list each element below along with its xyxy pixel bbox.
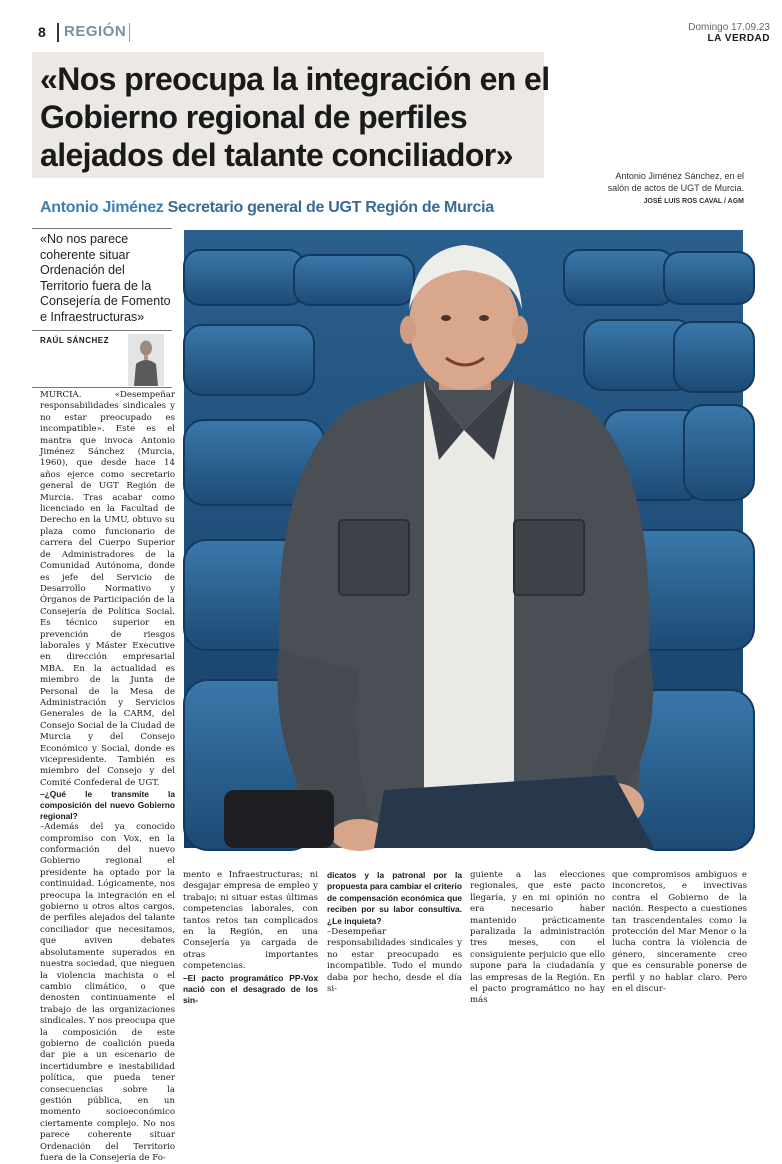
newspaper-name: LA VERDAD	[707, 33, 770, 44]
portrait-photo-image	[184, 230, 743, 848]
headline: «Nos preocupa la integración en el Gobierno regional de perfiles alejados del talante conciliador»	[40, 61, 550, 173]
section-label: REGIÓN	[64, 23, 127, 40]
body-column-4	[470, 870, 605, 1007]
main-photo	[184, 230, 743, 848]
section-divider	[57, 23, 59, 42]
pullquote-rule-bottom	[32, 330, 172, 331]
interview-answer-2: –Desempeñar responsabilidades sindicales y no estar preocupado es incompatible. Todo el mundo daba por hecho, desde el día si-	[327, 927, 462, 995]
issue-date: Domingo 17.09.23	[688, 22, 770, 33]
interview-question-1: –¿Qué le transmite la composición del nuevo Gobierno regional?	[40, 789, 175, 822]
interviewee-role: Secretario general de UGT Región de Murcia	[167, 199, 494, 216]
body-column-5	[612, 870, 747, 995]
interview-question-2: –El pacto programático PP-Vox nació con el desagrado de los sin-	[183, 972, 318, 1006]
author-portrait-image	[128, 334, 164, 386]
pull-quote: «No nos parece coherente situar Ordenación del Territorio fuera de la Consejería de Fomento e Infraestructuras»	[40, 232, 171, 324]
column-4-text: guiente a las elecciones regionales, que este pacto llegaría, y en mi opinión no era necesario haber mantenido prácticamente paralizada la administración tres meses, con el consiguiente perjuicio que ello supone para la ciudadanía y las empresas de la Región. En el pacto programático no hay más	[470, 870, 605, 1006]
interview-answer-1: –Además del ya conocido compromiso con Vox, en la conformación del nuevo Gobierno regional el presidente ha optado por la continuidad. Lógicamente, nos preocupa la integración en el gobierno u otros altos cargos, de perfiles alejados del talante conciliador que necesitamos, que aviven debates absolutamente superados en nuestra sociedad, que nieguen la violencia machista o el cambio climático, o que denosten continuamente el trabajo de las organizaciones sindicales. Y nos preocupa que la composición de este gobierno de coalición pueda dar pie a un escenario de incertidumbre e inestabilidad política, que pueda tener consecuencias sobre la gestión pública, en un momento socioeconómico ciertamente complejo. No nos parece coherente situar Ordenación del Territorio fuera de la Consejería de Fo-	[40, 822, 175, 1163]
interviewee-name: Antonio Jiménez	[40, 199, 164, 216]
interview-question-2-continued: dicatos y la patronal por la propuesta para cambiar el criterio de compensación económica que reciben por su labor consultiva. ¿Le inquieta?	[327, 870, 462, 926]
column-5-text: que compromisos ambiguos e inconcretos, e invectivas contra el Gobierno de la nación. Respecto a cuestiones tan trascendentales como la protección del Mar Menor o la lucha contra la violencia de género, sinceramente creo que es censurable ponerse de perfil y no hablar claro. Pero en el discur-	[612, 870, 747, 995]
byline-rule	[32, 387, 172, 388]
photo-caption	[604, 170, 744, 208]
photo-credit: JOSÉ LUIS ROS CAVAL / AGM	[643, 198, 744, 205]
section-divider-right	[129, 23, 130, 42]
page-number: 8	[38, 24, 46, 40]
column-2-text: mento e Infraestructuras; ni desgajar empresa de empleo y trabajo; ni situar estas últimas competencias laborales, con tantos retos tan complicados en la Región, en una Consejería ya cargada de otras importantes competencias.	[183, 870, 318, 972]
body-column-3	[327, 870, 462, 995]
intro-paragraph: MURCIA. «Desempeñar responsabilidades sindicales y no estar preocupado es incompatible». Este es el mantra que invoca Antonio Jiménez Sánchez (Murcia, 1960), que desde hace 14 años ejerce como secretario general de UGT Región de Murcia. Tras acabar como licenciado en la Facultad de Derecho en la UMU, obtuvo su plaza como funcionario de carrera del Cuerpo Superior de Administradores de la Comunidad Autónoma, donde es jefe del Servicio de Desarrollo Normativo y Órganos de Participación de la Consejería de Política Social. Es técnico superior en prevención de riesgos laborales y Máster Executive en dirección empresarial MBA. En la actualidad es miembro de la Junta de Personal de la Mesa de Administración y Servicios Generales de la CARM, del Consejo Social de la Ciudad de Murcia y del Consejo Económico y Social, donde es vicepresidente. También es miembro del Consejo y del Comité Confederal de UGT.	[40, 390, 175, 788]
caption-text: Antonio Jiménez Sánchez, en el salón de actos de UGT de Murcia.	[607, 171, 744, 193]
author-photo	[128, 334, 164, 386]
subheading	[40, 199, 494, 217]
body-column-2	[183, 870, 318, 1007]
author-byline: RAÚL SÁNCHEZ	[40, 336, 109, 345]
body-column-1	[40, 390, 175, 1164]
pullquote-rule-top	[32, 228, 172, 229]
